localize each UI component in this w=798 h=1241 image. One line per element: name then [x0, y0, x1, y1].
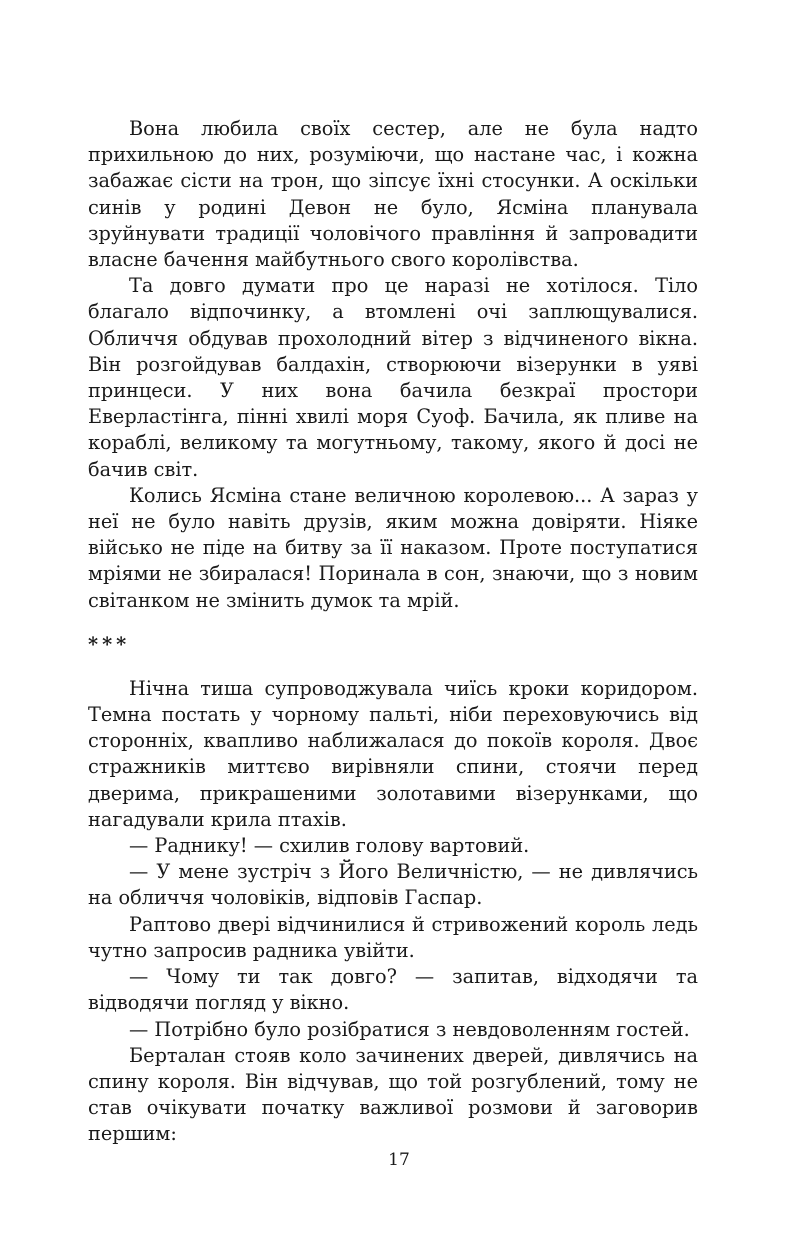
paragraph: Нічна тиша супроводжувала чиїсь кроки коридором. Темна постать у чорному пальті, ніби переховуючись від сторонніх, квапливо наближалася до покоїв короля. Двоє стражників миттєво вирівняли спини, стоячи перед дверима, прикрашеними золотавими візерунками, що нагадували крила птахів. [88, 676, 698, 831]
dialogue-line: — Раднику! — схилив голову вартовий. [129, 834, 530, 858]
section-separator: *** [88, 632, 131, 656]
paragraph: Берталан стояв коло зачинених дверей, дивлячись на спину короля. Він відчував, що той розгублений, тому не став очікувати початку важливої розмови й заговорив першим: [88, 1043, 698, 1146]
paragraph: Вона любила своїх сестер, але не була надто прихильною до них, розуміючи, що настане час, і кожна забажає сісти на трон, що зіпсує їхні стосунки. А оскільки синів у родині Девон не було, Ясміна планувала зруйнувати традиції чоловічого правління й запровадити власне бачення майбутнього свого королівства. [88, 117, 698, 272]
dialogue-line: — У мене зустріч з Його Величністю, — не дивлячись на обличчя чоловіків, відповів Гаспар. [88, 860, 698, 910]
paragraph: Колись Ясміна стане величною королевою... А зараз у неї не було навіть друзів, яким можна довіряти. Ніяке військо не піде на битву за її наказом. Проте поступатися мріями не збиралася! Поринала в сон, знаючи, що з новим світанком не змінить думок та мрій. [88, 483, 698, 612]
paragraph: Раптово двері відчинилися й стривожений король ледь чутно запросив радника увійти. [88, 912, 698, 962]
paragraph: Та довго думати про це наразі не хотілося. Тіло благало відпочинку, а втомлені очі заплющувалися. Обличчя обдував прохолодний вітер з відчиненого вікна. Він розгойдував балдахін, створюючи візерунки в уяві принцеси. У них вона бачила безкраї простори Еверластінга, пінні хвилі моря Суоф. Бачила, як пливе на кораблі, великому та могутньому, такому, якого й досі не бачив світ. [88, 274, 698, 481]
dialogue-line: — Потрібно було розібратися з невдоволенням гостей. [129, 1017, 690, 1041]
page-body [88, 116, 698, 1148]
page-number: 17 [388, 1150, 410, 1170]
dialogue-line: — Чому ти так довго? — запитав, відходячи та відводячи погляд у вікно. [88, 965, 698, 1015]
